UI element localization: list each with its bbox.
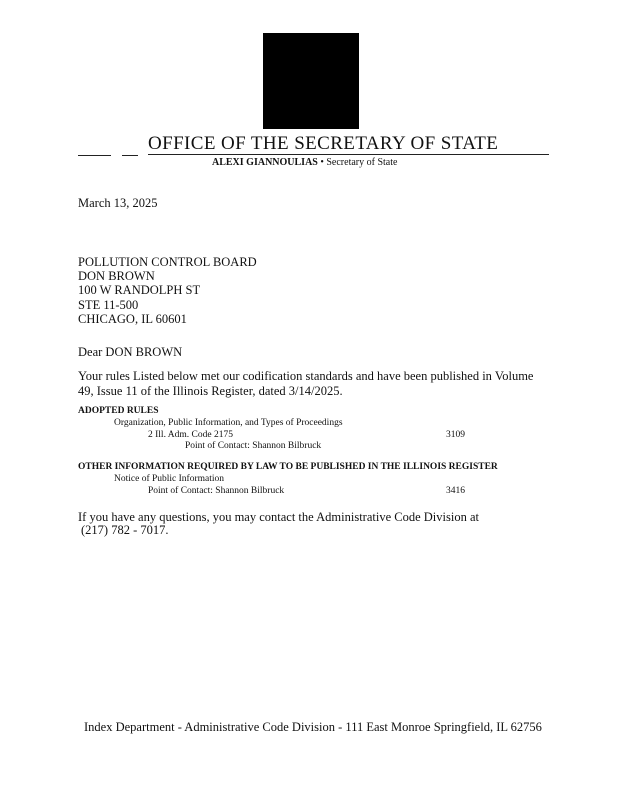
header-rule-left-2 xyxy=(122,155,138,156)
office-title: OFFICE OF THE SECRETARY OF STATE xyxy=(148,133,499,154)
letter-body: Your rules Listed below met our codification standards and have been published in Volume 49, Issue 11 of the Illinois Register, dated 3/14/2025. xyxy=(78,369,534,398)
secretary-name: ALEXI GIANNOULIAS xyxy=(212,157,318,168)
secretary-role: • Secretary of State xyxy=(320,157,398,168)
closing-line: If you have any questions, you may contact the Administrative Code Division at xyxy=(78,510,479,524)
adopted-rule-description: Organization, Public Information, and Types of Proceedings xyxy=(114,418,343,428)
adopted-rules-heading: ADOPTED RULES xyxy=(78,406,159,416)
header-rule-left-1 xyxy=(78,155,111,156)
header-rule xyxy=(148,154,549,155)
adopted-rule-number: 3109 xyxy=(446,430,465,440)
other-information-description: Notice of Public Information xyxy=(114,474,225,484)
page-footer: Index Department - Administrative Code Division - 111 East Monroe Springfield, IL 62756 xyxy=(84,720,542,734)
address-line: STE 11-500 xyxy=(78,297,139,312)
address-line: CHICAGO, IL 60601 xyxy=(78,311,187,326)
letter-date: March 13, 2025 xyxy=(78,196,158,210)
other-information-contact: Point of Contact: Shannon Bilbruck xyxy=(148,486,285,496)
address-line: POLLUTION CONTROL BOARD xyxy=(78,255,257,269)
other-information-heading: OTHER INFORMATION REQUIRED BY LAW TO BE PUBLISHED IN THE ILLINOIS REGISTER xyxy=(78,462,498,472)
contact-phone: (217) 782 - 7017. xyxy=(81,523,169,537)
address-line: DON BROWN xyxy=(78,269,155,284)
address-line: 100 W RANDOLPH ST xyxy=(78,283,201,298)
recipient-address xyxy=(78,255,257,326)
secretary-line xyxy=(212,157,397,168)
adopted-rule-contact: Point of Contact: Shannon Bilbruck xyxy=(185,441,322,451)
greeting: Dear DON BROWN xyxy=(78,345,183,359)
adopted-rule-code: 2 Ill. Adm. Code 2175 xyxy=(148,430,233,440)
state-seal-logo xyxy=(263,33,359,129)
other-information-number: 3416 xyxy=(446,486,465,496)
